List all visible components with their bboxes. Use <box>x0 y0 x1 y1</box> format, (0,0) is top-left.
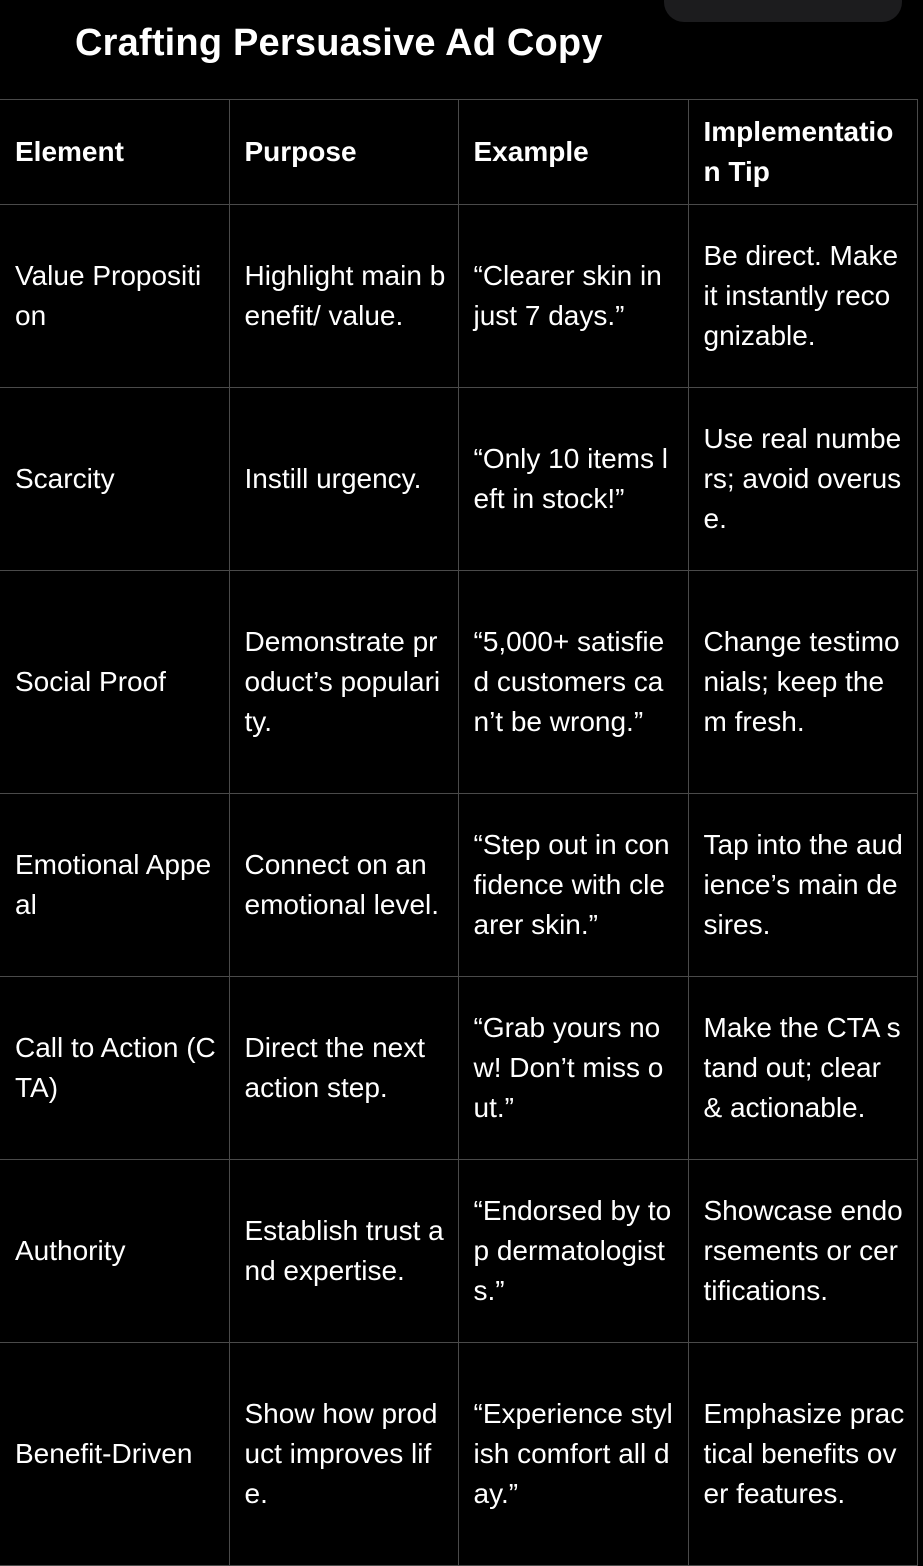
cell-element: Scarcity <box>0 388 229 571</box>
table-row <box>0 977 917 1160</box>
cell-example: “Step out in confidence with clearer skin.” <box>458 794 688 977</box>
cell-example: “Clearer skin in just 7 days.” <box>458 205 688 388</box>
table-row <box>0 794 917 977</box>
cell-element: Emotional Appeal <box>0 794 229 977</box>
ad-copy-table <box>0 99 918 1566</box>
column-header-purpose: Purpose <box>229 100 458 205</box>
cell-example: “Endorsed by top dermatologists.” <box>458 1160 688 1343</box>
page-title: Crafting Persuasive Ad Copy <box>75 22 603 64</box>
cell-purpose: Direct the next action step. <box>229 977 458 1160</box>
cell-purpose: Demonstrate product’s popularity. <box>229 571 458 794</box>
table-row <box>0 205 917 388</box>
cell-example: “5,000+ satisfied customers can’t be wrong.” <box>458 571 688 794</box>
table-row <box>0 1343 917 1566</box>
cell-element: Social Proof <box>0 571 229 794</box>
column-header-implementation-tip: Implementation Tip <box>688 100 917 205</box>
cell-tip: Use real numbers; avoid overuse. <box>688 388 917 571</box>
cell-purpose: Show how product improves life. <box>229 1343 458 1566</box>
cell-tip: Make the CTA stand out; clear & actionable. <box>688 977 917 1160</box>
cell-purpose: Instill urgency. <box>229 388 458 571</box>
cell-element: Benefit-Driven <box>0 1343 229 1566</box>
column-header-element: Element <box>0 100 229 205</box>
cell-example: “Experience stylish comfort all day.” <box>458 1343 688 1566</box>
cell-purpose: Connect on an emotional level. <box>229 794 458 977</box>
table-row <box>0 571 917 794</box>
column-header-example: Example <box>458 100 688 205</box>
cell-tip: Showcase endorsements or certifications. <box>688 1160 917 1343</box>
cell-element: Authority <box>0 1160 229 1343</box>
cell-tip: Be direct. Make it instantly recognizable. <box>688 205 917 388</box>
table-row <box>0 1160 917 1343</box>
cell-example: “Grab yours now! Don’t miss out.” <box>458 977 688 1160</box>
cell-purpose: Establish trust and expertise. <box>229 1160 458 1343</box>
top-overlay-pill <box>664 0 902 22</box>
cell-element: Call to Action (CTA) <box>0 977 229 1160</box>
cell-tip: Tap into the audience’s main desires. <box>688 794 917 977</box>
table-header-row <box>0 100 917 205</box>
table-row <box>0 388 917 571</box>
cell-element: Value Proposition <box>0 205 229 388</box>
cell-example: “Only 10 items left in stock!” <box>458 388 688 571</box>
cell-purpose: Highlight main benefit/ value. <box>229 205 458 388</box>
cell-tip: Emphasize practical benefits over features. <box>688 1343 917 1566</box>
cell-tip: Change testimonials; keep them fresh. <box>688 571 917 794</box>
